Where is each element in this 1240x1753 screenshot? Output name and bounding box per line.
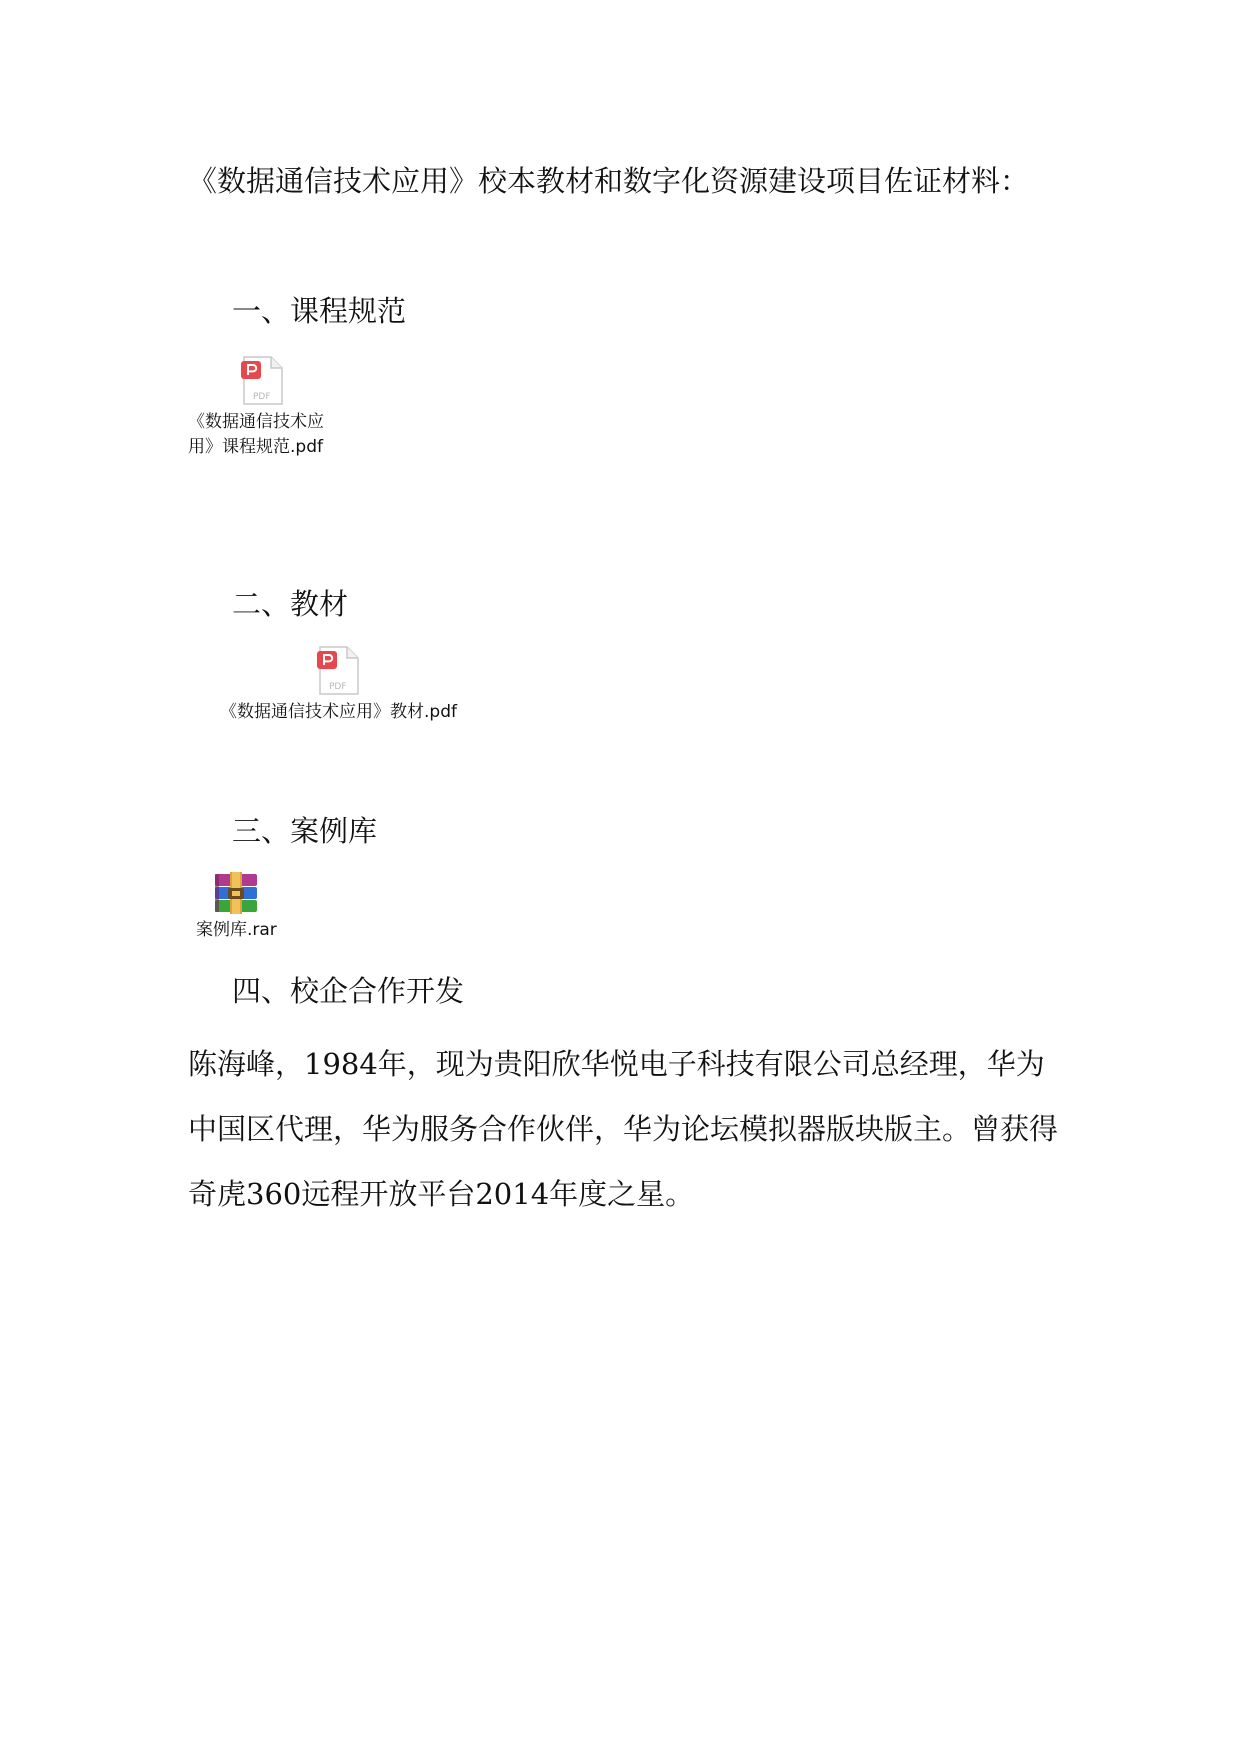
attachment-label-line2: 用》课程规范.pdf — [188, 437, 323, 457]
attachment-textbook-pdf[interactable] — [220, 646, 457, 725]
attachment-course-standard-pdf[interactable] — [188, 356, 324, 460]
rar-archive-icon — [213, 872, 259, 914]
partner-bio-paragraph: 陈海峰，1984年，现为贵阳欣华悦电子科技有限公司总经理，华为中国区代理，华为服务合作伙伴，华为论坛模拟器版块版主。曾获得奇虎360远程开放平台2014年度之星。 — [188, 1047, 1059, 1211]
section-heading-school-enterprise: 四、校企合作开发 — [232, 974, 465, 1008]
attachment-label — [188, 410, 324, 460]
section-heading-course-standard: 一、课程规范 — [232, 294, 407, 328]
document-title: 《数据通信技术应用》校本教材和数字化资源建设项目佐证材料： — [188, 164, 1030, 198]
attachment-label: 《数据通信技术应用》教材.pdf — [220, 702, 457, 722]
attachment-label-line1: 《数据通信技术应 — [188, 412, 324, 432]
pdf-file-icon — [316, 646, 360, 696]
attachment-case-library-rar[interactable] — [196, 872, 277, 943]
section-heading-case-library: 三、案例库 — [232, 814, 378, 848]
svg-text:PDF: PDF — [329, 682, 348, 692]
pdf-file-icon — [240, 356, 284, 406]
attachment-label: 案例库.rar — [196, 920, 277, 940]
svg-text:PDF: PDF — [253, 392, 271, 402]
section-heading-textbook: 二、教材 — [232, 587, 349, 621]
